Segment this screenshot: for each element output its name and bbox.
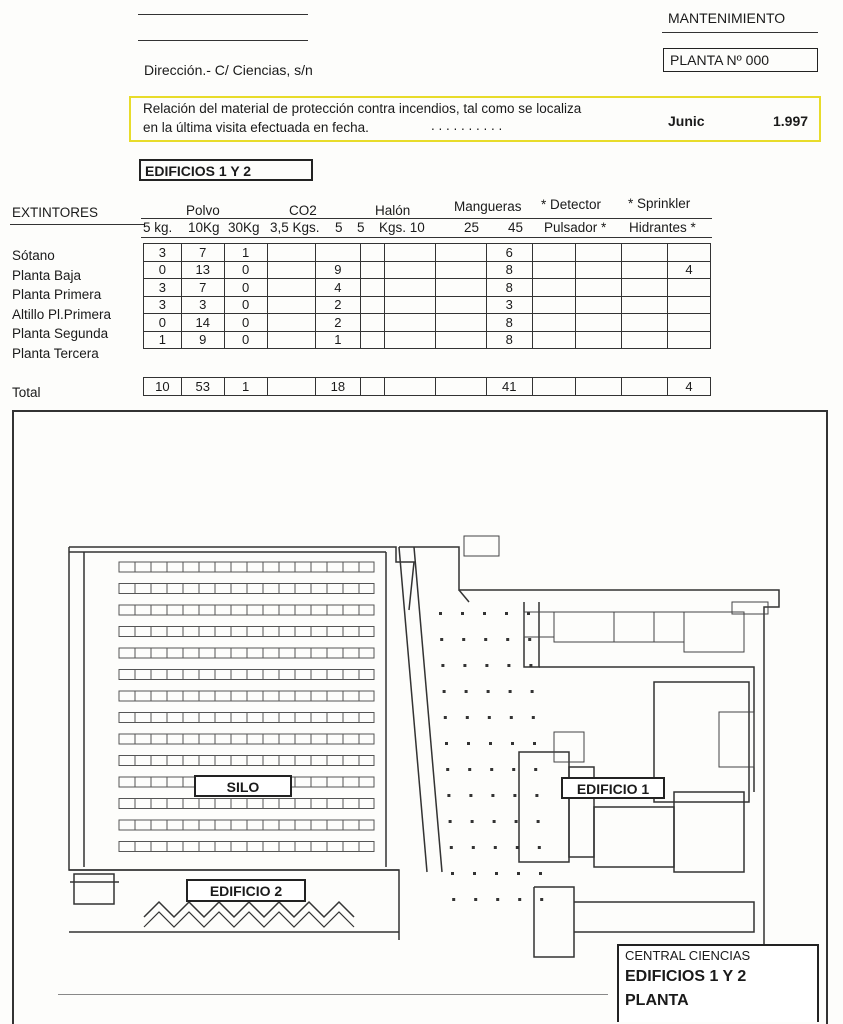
table-cell (267, 314, 315, 332)
table-cell (532, 378, 575, 396)
table-cell (436, 331, 486, 349)
plan-legend-box (617, 944, 819, 1022)
table-cell: 3 (144, 244, 182, 262)
table-cell (667, 279, 710, 297)
sub-45: 45 (508, 220, 524, 235)
table-cell (621, 261, 667, 279)
table-cell (385, 244, 436, 262)
sub-halon-5: 5 (357, 220, 365, 235)
silo-label: SILO (194, 775, 292, 797)
relation-box (129, 96, 821, 142)
table-cell: 1 (224, 378, 267, 396)
table-cell (436, 314, 486, 332)
table-cell: 3 (144, 296, 182, 314)
table-cell (532, 296, 575, 314)
table-cell (575, 314, 621, 332)
table-cell (575, 244, 621, 262)
table-cell: 7 (181, 279, 224, 297)
plant-number: PLANTA Nº 000 (670, 52, 770, 68)
table-title: EXTINTORES (12, 205, 99, 220)
table-cell (360, 296, 384, 314)
table-cell (436, 279, 486, 297)
relation-dots: . . . . . . . . . . (431, 118, 503, 133)
table-cell (360, 378, 384, 396)
row-label: Sótano (12, 248, 55, 263)
table-cell (532, 261, 575, 279)
table-cell (621, 279, 667, 297)
row-label: Altillo Pl.Primera (12, 306, 112, 322)
header-rule-bottom (138, 40, 308, 41)
table-cell: 4 (667, 261, 710, 279)
table-cell (360, 314, 384, 332)
table-cell (267, 244, 315, 262)
relation-line-2: en la última visita efectuada en fecha. (143, 120, 369, 135)
edificio1-label: EDIFICIO 1 (561, 777, 665, 799)
table-cell: 18 (315, 378, 360, 396)
table-cell: 3 (144, 279, 182, 297)
table-cell (436, 244, 486, 262)
sub-5kg: 5 kg. (143, 220, 173, 235)
total-grid (143, 377, 711, 396)
table-cell (621, 296, 667, 314)
table-cell: 1 (315, 331, 360, 349)
table-cell: 3 (181, 296, 224, 314)
table-cell (315, 244, 360, 262)
table-cell (360, 331, 384, 349)
table-cell (360, 244, 384, 262)
table-cell (621, 314, 667, 332)
group-detector: * Detector (541, 197, 602, 212)
table-cell (532, 279, 575, 297)
table-cell: 6 (486, 244, 532, 262)
table-cell: 13 (181, 261, 224, 279)
relation-line-1: Relación del material de protección contra incendios, tal como se localiza (143, 101, 582, 116)
row-label: Planta Tercera (12, 345, 99, 361)
sub-35kg: 3,5 Kgs. (270, 220, 320, 235)
table-cell: 3 (486, 296, 532, 314)
table-cell (267, 279, 315, 297)
table-cell (532, 244, 575, 262)
table-cell (360, 261, 384, 279)
table-cell (385, 378, 436, 396)
table-cell (385, 279, 436, 297)
relation-year: 1.997 (773, 113, 809, 129)
address: Dirección.- C/ Ciencias, s/n (144, 62, 313, 78)
sub-pulsador: Pulsador * (544, 220, 607, 235)
table-cell (621, 378, 667, 396)
table-cell (575, 296, 621, 314)
legend-line-1: CENTRAL CIENCIAS (625, 948, 751, 963)
table-cell: 0 (224, 314, 267, 332)
group-polvo: Polvo (186, 203, 220, 218)
table-cell: 4 (315, 279, 360, 297)
table-cell: 0 (144, 261, 182, 279)
row-label: Planta Primera (12, 287, 102, 302)
table-cell: 14 (181, 314, 224, 332)
table-cell (436, 378, 486, 396)
table-row (144, 378, 711, 396)
table-cell (621, 331, 667, 349)
sub-30kg: 30Kg (228, 220, 260, 235)
table-cell: 41 (486, 378, 532, 396)
table-cell (667, 314, 710, 332)
table-cell: 0 (224, 331, 267, 349)
table-title-underline (10, 224, 144, 225)
table-cell (621, 244, 667, 262)
table-cell (575, 279, 621, 297)
table-cell: 9 (315, 261, 360, 279)
table-cell: 2 (315, 296, 360, 314)
department-label: MANTENIMIENTO (668, 10, 786, 26)
table-cell (385, 314, 436, 332)
legend-line-2: EDIFICIOS 1 Y 2 (625, 968, 747, 985)
row-label: Planta Segunda (12, 326, 109, 341)
plant-box (663, 48, 818, 72)
row-label: Planta Baja (12, 267, 82, 283)
table-cell (532, 331, 575, 349)
table-cell: 0 (224, 279, 267, 297)
group-halon: Halón (375, 203, 411, 218)
floor-plan-drawing (14, 412, 826, 1022)
table-cell (575, 331, 621, 349)
table-cell: 0 (224, 261, 267, 279)
edificio2-label: EDIFICIO 2 (186, 879, 306, 902)
table-cell: 0 (224, 296, 267, 314)
table-cell (575, 261, 621, 279)
sub-10kg: 10Kg (188, 220, 220, 235)
table-cell (575, 378, 621, 396)
table-cell: 8 (486, 279, 532, 297)
total-label: Total (12, 385, 41, 400)
subheader-row (141, 218, 712, 238)
extintores-grid (143, 243, 711, 349)
legend-line-3: PLANTA (625, 992, 689, 1009)
sub-25: 25 (464, 220, 480, 235)
section-title: EDIFICIOS 1 Y 2 (145, 163, 252, 179)
table-cell (267, 378, 315, 396)
table-cell: 9 (181, 331, 224, 349)
department-underline (662, 32, 818, 33)
floor-plan-frame (12, 410, 828, 1024)
table-cell (360, 279, 384, 297)
table-cell: 53 (181, 378, 224, 396)
table-cell: 2 (315, 314, 360, 332)
table-row (144, 314, 711, 332)
group-sprinkler: * Sprinkler (628, 196, 691, 211)
table-cell (385, 331, 436, 349)
table-cell (667, 331, 710, 349)
table-cell (385, 296, 436, 314)
sub-hidrantes: Hidrantes * (629, 220, 696, 235)
table-cell: 8 (486, 261, 532, 279)
table-row (144, 244, 711, 262)
table-cell (667, 244, 710, 262)
table-cell (532, 314, 575, 332)
section-title-box (139, 159, 313, 181)
table-cell (267, 296, 315, 314)
table-cell: 1 (224, 244, 267, 262)
header-rule-top (138, 14, 308, 15)
table-cell: 0 (144, 314, 182, 332)
relation-month: Junic (668, 113, 705, 129)
group-co2: CO2 (289, 203, 317, 218)
table-cell (436, 261, 486, 279)
table-row (144, 331, 711, 349)
table-cell: 7 (181, 244, 224, 262)
table-cell (385, 261, 436, 279)
table-cell (667, 296, 710, 314)
group-mangueras: Mangueras (454, 199, 522, 214)
sub-halon-10: Kgs. 10 (379, 220, 425, 235)
table-cell: 8 (486, 331, 532, 349)
table-cell (436, 296, 486, 314)
plan-bottom-rule (58, 994, 608, 995)
table-row (144, 261, 711, 279)
table-cell (267, 331, 315, 349)
table-cell (267, 261, 315, 279)
table-row (144, 279, 711, 297)
table-cell: 1 (144, 331, 182, 349)
table-cell: 8 (486, 314, 532, 332)
table-row (144, 296, 711, 314)
table-cell: 10 (144, 378, 182, 396)
sub-co2-5: 5 (335, 220, 343, 235)
table-cell: 4 (667, 378, 710, 396)
